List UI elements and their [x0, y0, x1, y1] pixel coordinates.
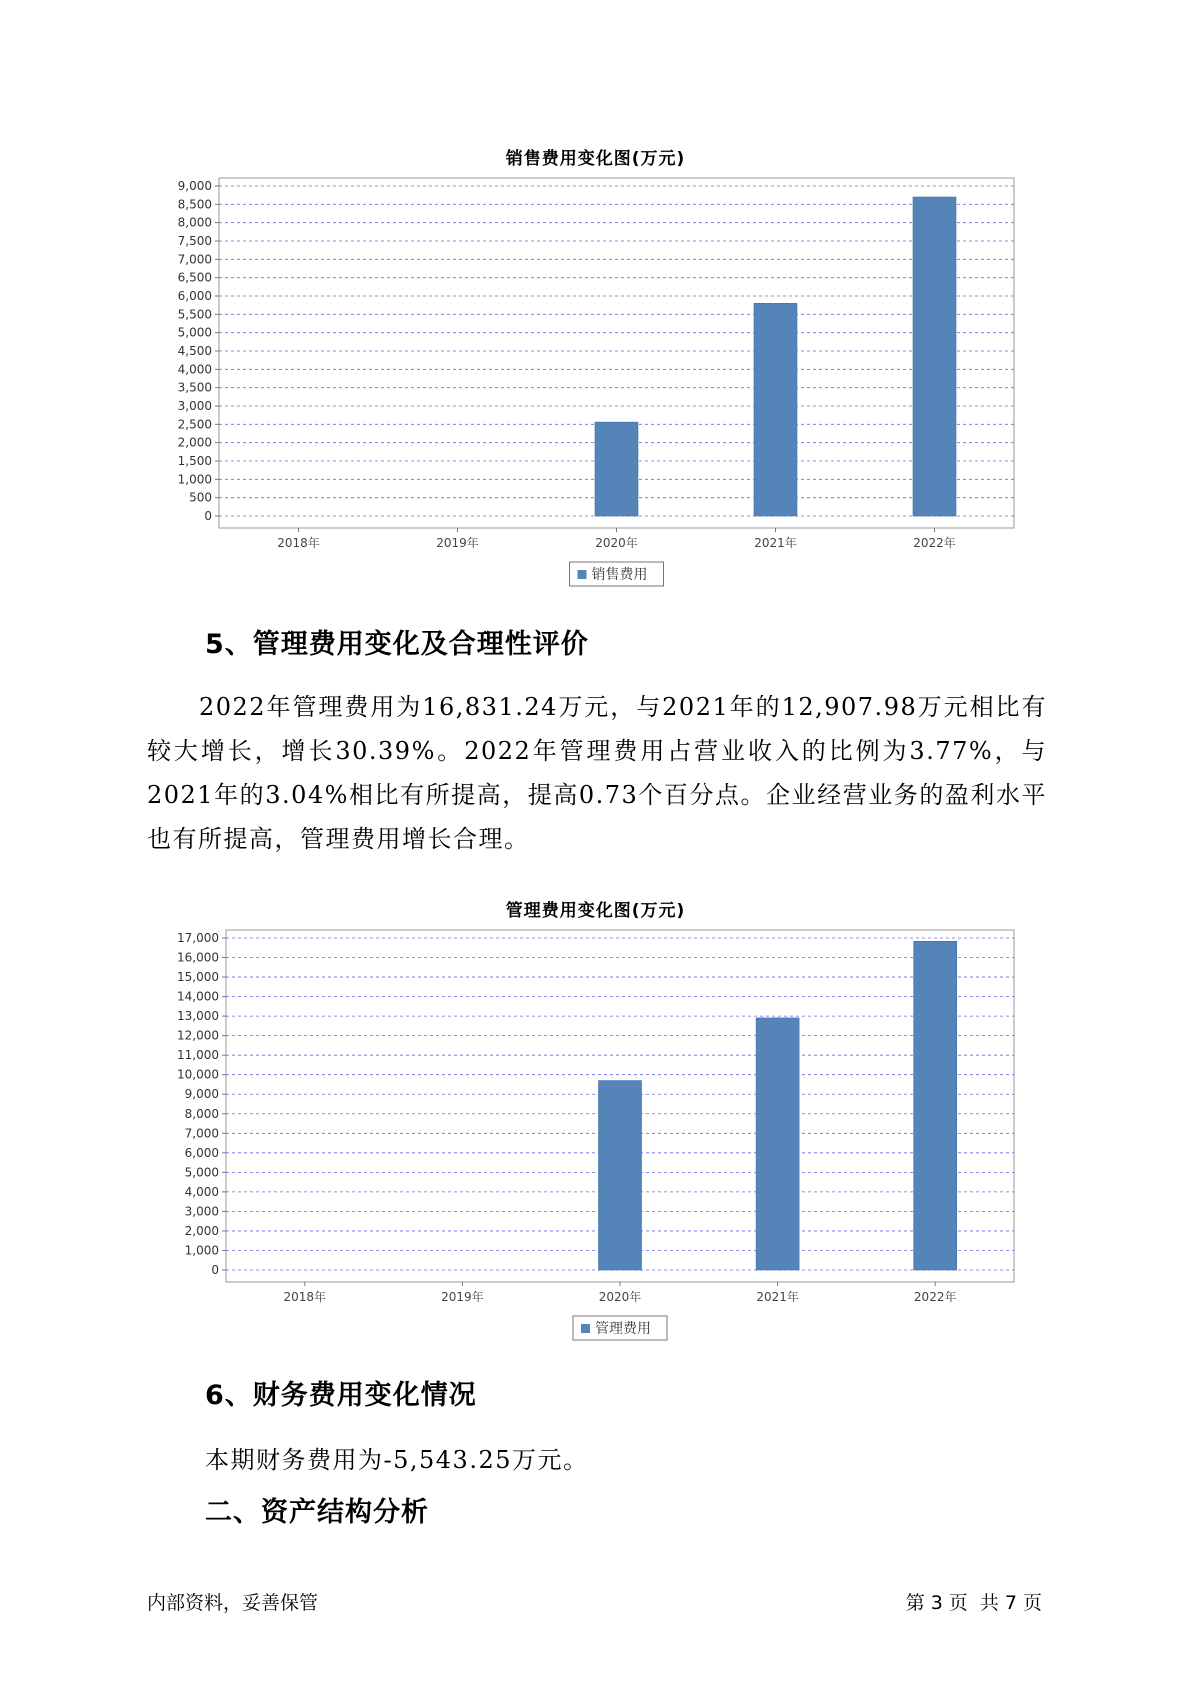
- y-tick-label: 9,000: [177, 179, 212, 193]
- y-tick-label: 11,000: [177, 1048, 219, 1063]
- legend-swatch: [581, 1324, 590, 1333]
- y-tick-label: 3,000: [184, 1204, 219, 1219]
- x-tick-label: 2019年: [441, 1290, 484, 1304]
- legend-label: 管理费用: [595, 1321, 651, 1337]
- legend-label: 销售费用: [591, 567, 648, 583]
- y-tick-label: 500: [189, 490, 212, 505]
- page-mid: 页 共: [948, 1592, 999, 1614]
- admin-expense-paragraph: 2022年管理费用为16,831.24万元，与2021年的12,907.98万元相比有较大增长，增长30.39%。2022年管理费用占营业收入的比例为3.77%，与2021年的3.04%相比有所提高，提高0.73个百分点。企业经营业务的盈利水平也有所提高，管理费用增长合理。: [147, 693, 1047, 853]
- page-current: 3: [930, 1592, 943, 1614]
- bar: [756, 1018, 799, 1270]
- x-tick-label: 2019年: [436, 536, 479, 550]
- y-tick-label: 10,000: [177, 1067, 219, 1082]
- y-tick-label: 4,500: [177, 344, 212, 358]
- x-tick-label: 2020年: [598, 1290, 642, 1304]
- bar: [599, 1081, 642, 1270]
- y-tick-label: 3,500: [177, 380, 212, 395]
- legend-swatch: [578, 570, 587, 579]
- admin-expense-heading: 5、管理费用变化及合理性评价: [205, 629, 589, 660]
- footer-page-number: [903, 1588, 1045, 1615]
- bar: [595, 422, 638, 516]
- legend: [573, 1316, 667, 1340]
- bar: [914, 941, 957, 1270]
- y-tick-label: 8,500: [177, 197, 212, 212]
- y-tick-label: 3,000: [177, 399, 212, 413]
- footer-confidential-note: 内部资料，妥善保管: [147, 1592, 319, 1614]
- x-tick-label: 2021年: [756, 1290, 799, 1304]
- admin-chart-title: 管理费用变化图(万元): [505, 901, 686, 921]
- y-tick-label: 2,000: [177, 435, 212, 450]
- y-tick-label: 7,000: [177, 252, 212, 267]
- page-prefix: 第: [905, 1592, 925, 1614]
- bar: [913, 197, 956, 516]
- y-tick-label: 4,000: [177, 362, 212, 377]
- y-tick-label: 15,000: [177, 970, 219, 985]
- y-tick-label: 6,500: [177, 270, 212, 285]
- y-tick-label: 7,500: [177, 234, 212, 248]
- x-tick-label: 2022年: [913, 536, 956, 550]
- y-tick-label: 7,000: [184, 1126, 219, 1141]
- page-total: 7: [1004, 1592, 1017, 1614]
- y-tick-label: 16,000: [177, 950, 219, 965]
- page-suffix: 页: [1022, 1592, 1042, 1614]
- x-tick-label: 2020年: [595, 536, 638, 550]
- y-tick-label: 6,000: [177, 289, 212, 303]
- y-tick-label: 5,500: [177, 307, 212, 322]
- y-tick-label: 5,000: [177, 325, 212, 340]
- admin-expense-chart: [0, 922, 1191, 1342]
- bar: [754, 303, 797, 516]
- y-tick-label: 1,000: [177, 472, 212, 487]
- y-tick-label: 13,000: [177, 1009, 219, 1024]
- y-tick-label: 8,000: [177, 215, 212, 230]
- sales-expense-chart: [0, 170, 1191, 590]
- y-tick-label: 14,000: [177, 989, 219, 1004]
- y-tick-label: 5,000: [184, 1165, 219, 1180]
- legend: [570, 562, 664, 586]
- y-tick-label: 8,000: [184, 1106, 219, 1121]
- y-tick-label: 12,000: [177, 1028, 219, 1043]
- y-tick-label: 17,000: [177, 931, 219, 945]
- asset-structure-heading: 二、资产结构分析: [205, 1497, 429, 1528]
- y-tick-label: 2,500: [177, 417, 212, 432]
- y-tick-label: 6,000: [184, 1145, 219, 1160]
- y-tick-label: 0: [204, 509, 212, 523]
- x-tick-label: 2022年: [913, 1290, 957, 1304]
- x-tick-label: 2021年: [754, 536, 797, 550]
- y-tick-label: 0: [211, 1263, 219, 1277]
- y-tick-label: 2,000: [184, 1223, 219, 1238]
- x-tick-label: 2018年: [277, 536, 320, 550]
- x-tick-label: 2018年: [283, 1290, 327, 1304]
- y-tick-label: 1,500: [177, 454, 212, 468]
- y-tick-label: 1,000: [184, 1243, 219, 1258]
- y-tick-label: 9,000: [184, 1087, 219, 1102]
- finance-expense-paragraph: 本期财务费用为-5,543.25万元。: [205, 1446, 589, 1474]
- sales-chart-title: 销售费用变化图(万元): [505, 149, 686, 169]
- y-tick-label: 4,000: [184, 1184, 219, 1199]
- finance-expense-heading: 6、财务费用变化情况: [205, 1380, 477, 1411]
